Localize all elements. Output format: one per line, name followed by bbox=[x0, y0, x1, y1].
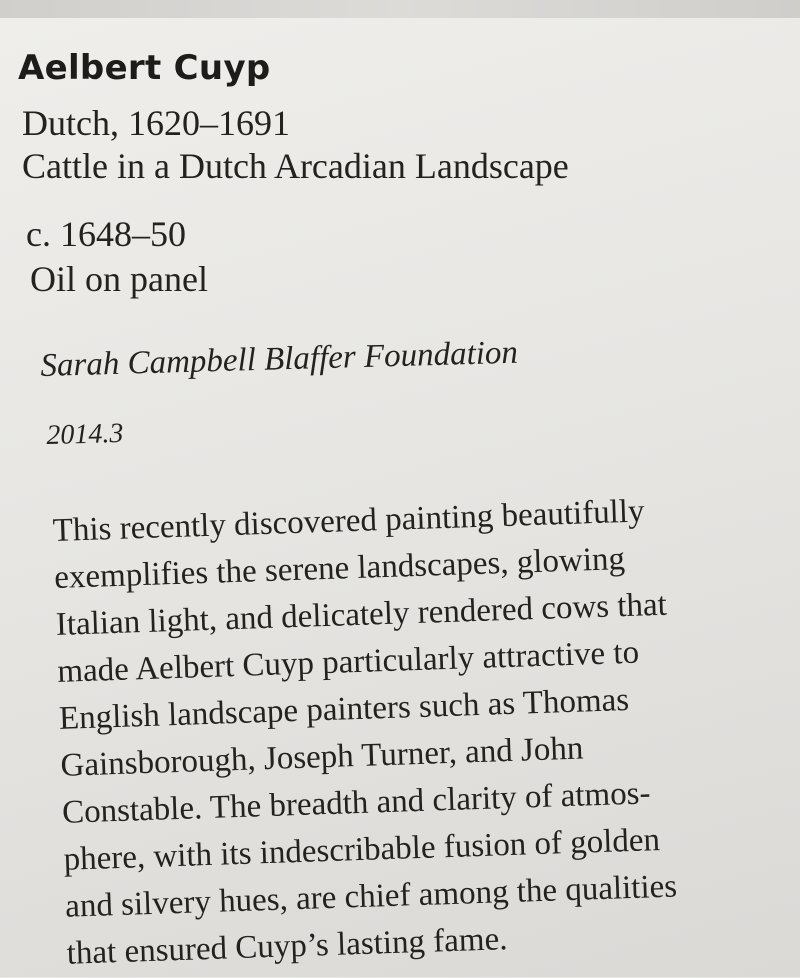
description-line: Constable. The breadth and clarity of atmos- bbox=[61, 775, 652, 831]
description-line: English landscape painters such as Thomas bbox=[58, 681, 630, 737]
description-line: phere, with its indescribable fusion of golden bbox=[63, 822, 661, 878]
accession-number: 2014.3 bbox=[46, 417, 124, 451]
description-text bbox=[52, 488, 679, 978]
description-line: made Aelbert Cuyp particularly attractive to bbox=[56, 634, 640, 690]
description-line: that ensured Cuyp’s lasting fame. bbox=[66, 921, 508, 972]
artist-name: Aelbert Cuyp bbox=[18, 48, 271, 88]
artwork-medium: Oil on panel bbox=[30, 259, 208, 299]
museum-label bbox=[0, 18, 800, 977]
description-line: Italian light, and delicately rendered cows that bbox=[55, 586, 668, 643]
description-line: This recently discovered painting beautifully bbox=[52, 493, 646, 549]
artwork-date: c. 1648–50 bbox=[26, 214, 186, 254]
description-line: Gainsborough, Joseph Turner, and John bbox=[59, 730, 584, 784]
credit-line: Sarah Campbell Blaffer Foundation bbox=[40, 334, 519, 384]
description-line: and silvery hues, are chief among the qualities bbox=[64, 868, 678, 925]
artwork-title: Cattle in a Dutch Arcadian Landscape bbox=[22, 146, 569, 186]
artist-nationality-dates: Dutch, 1620–1691 bbox=[22, 103, 290, 143]
description-line: exemplifies the serene landscapes, glowing bbox=[53, 541, 626, 596]
wall-strip bbox=[0, 0, 800, 18]
